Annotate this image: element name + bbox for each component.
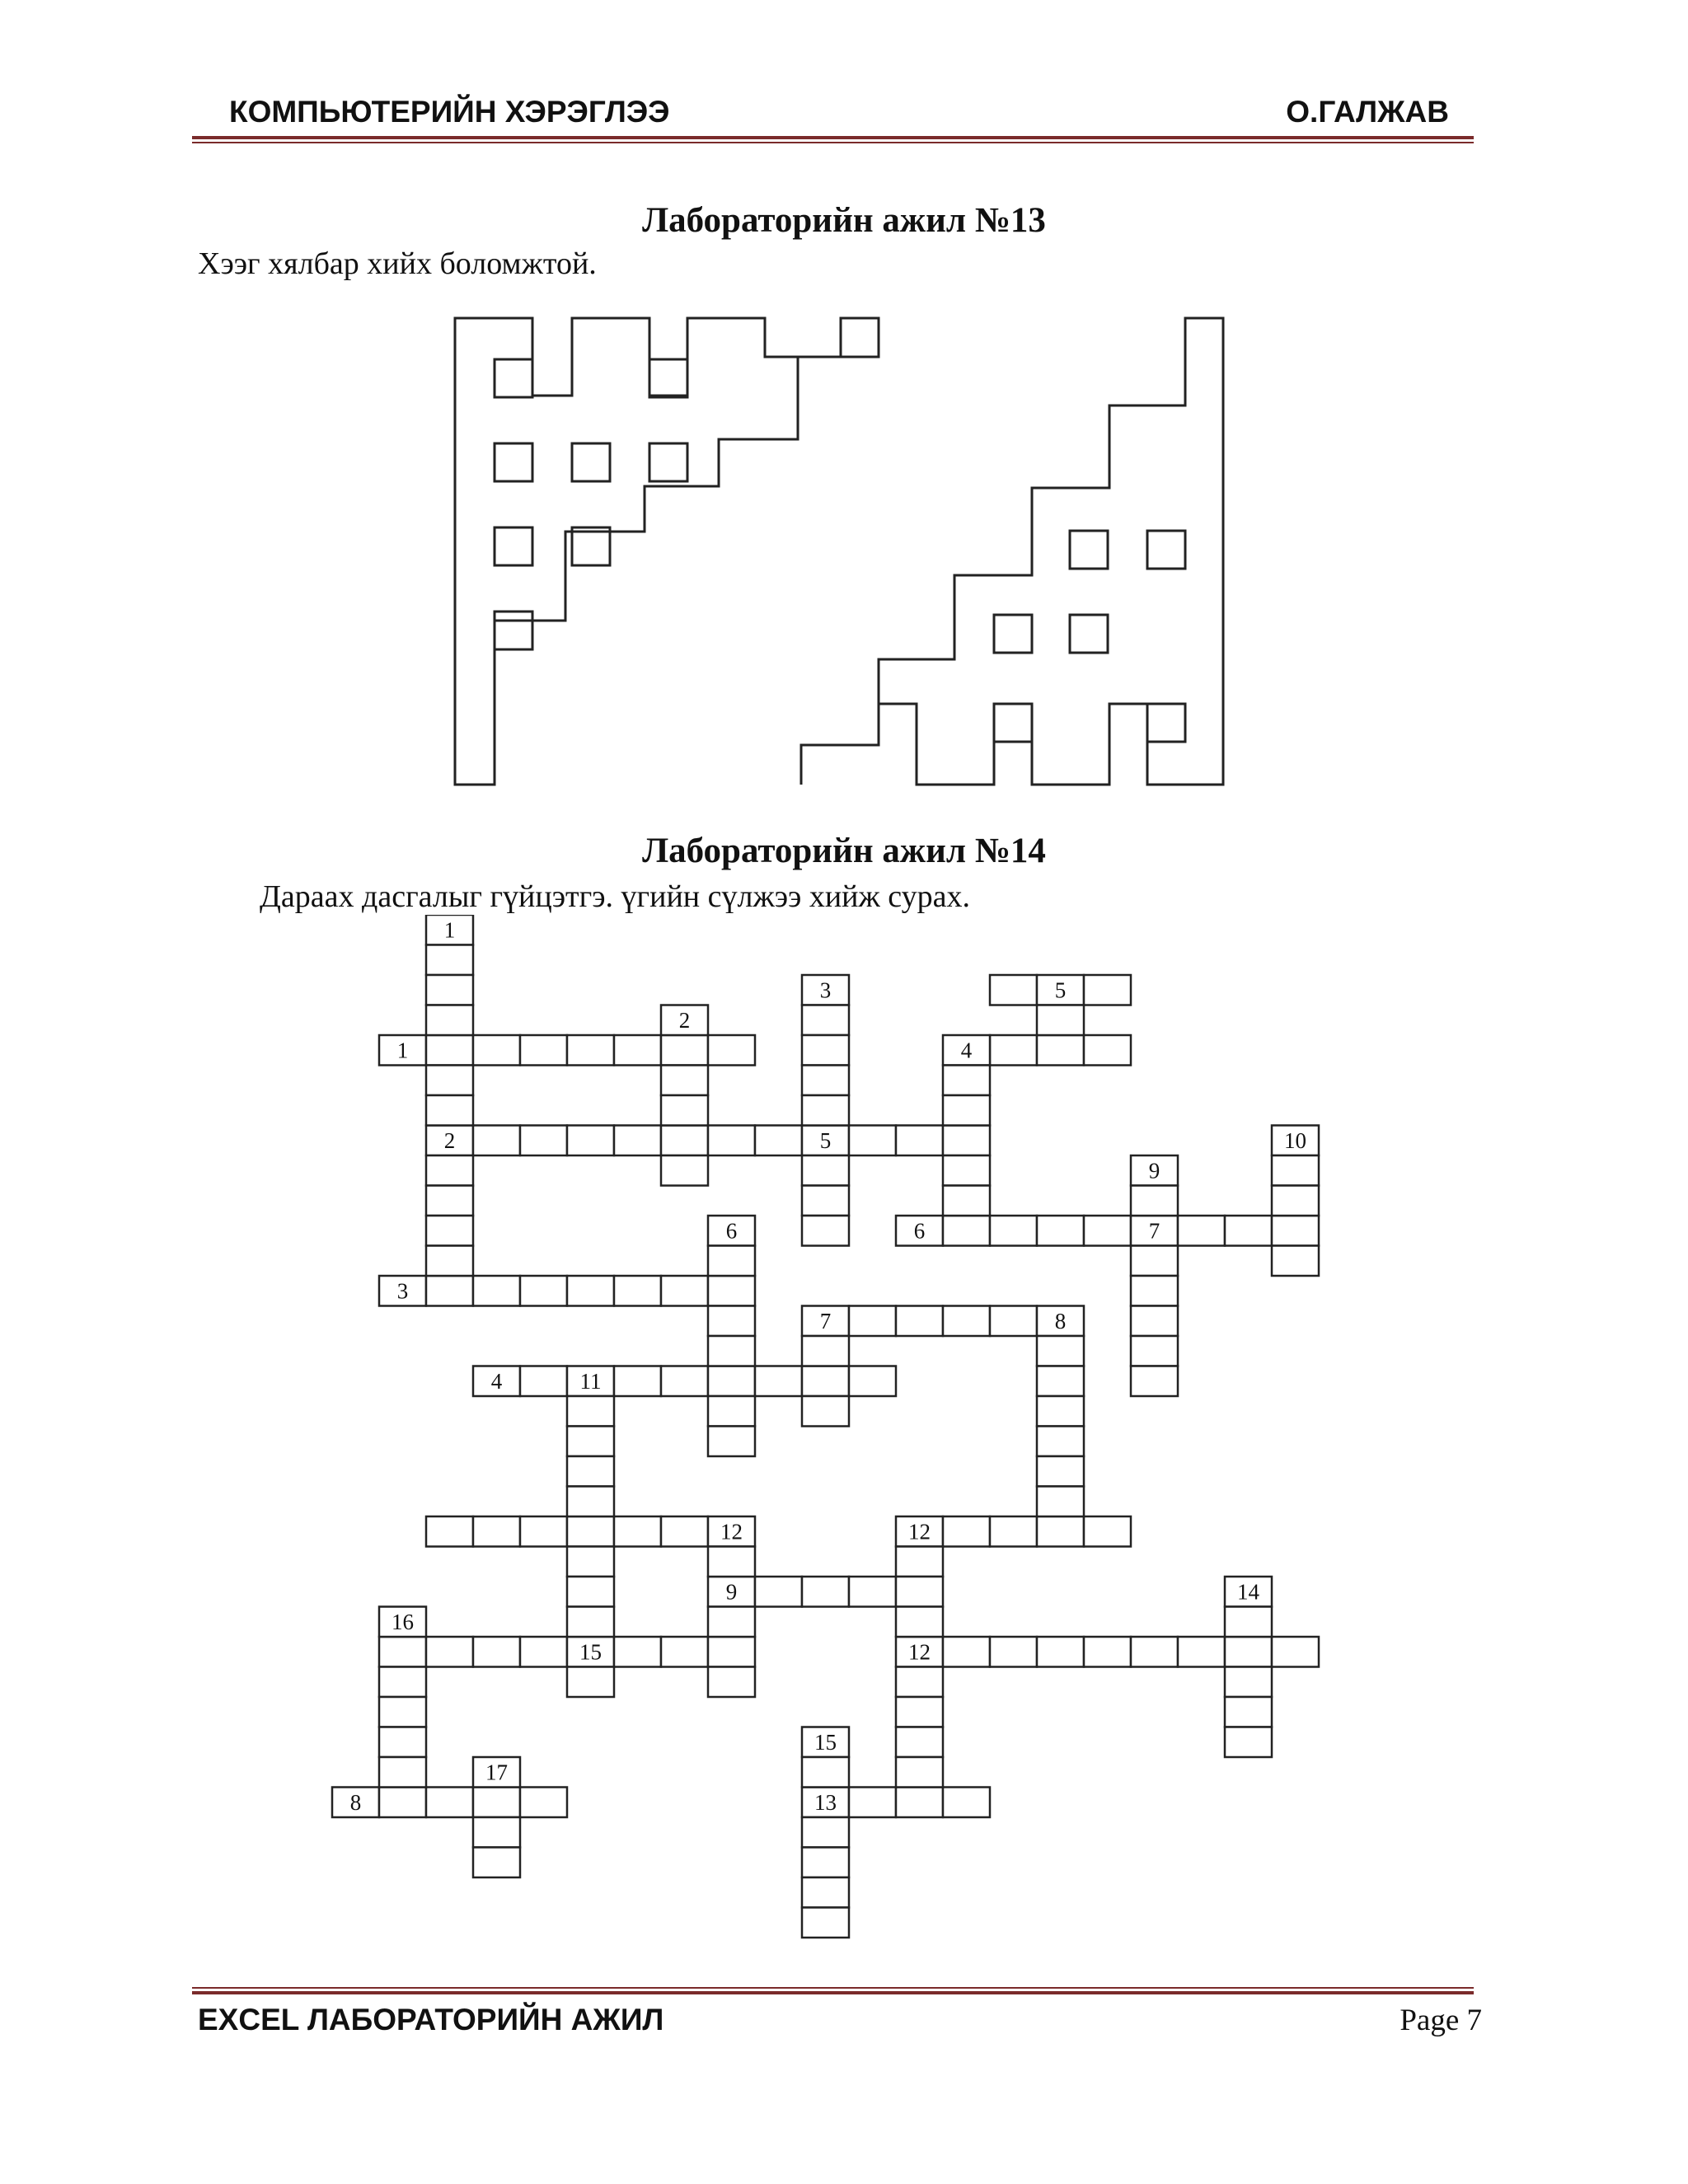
lab14-title: Лабораторийн ажил №14 (642, 832, 1046, 870)
crossword-cell[interactable] (943, 1637, 990, 1667)
crossword-cell[interactable] (1084, 1216, 1131, 1246)
crossword-clue-number: 5 (1054, 977, 1067, 1003)
crossword-cell[interactable] (661, 1066, 708, 1096)
crossword-cell[interactable] (520, 1637, 567, 1667)
crossword-cell[interactable] (1178, 1637, 1225, 1667)
crossword-clue-number: 8 (1054, 1309, 1067, 1333)
crossword-cell[interactable] (1131, 1366, 1178, 1397)
crossword-clue-number: 7 (819, 1309, 832, 1333)
pattern-figure (0, 305, 1688, 816)
crossword-cell[interactable] (1037, 1396, 1084, 1427)
crossword-cell[interactable] (943, 1126, 990, 1156)
crossword-cell[interactable] (943, 1066, 990, 1096)
crossword-clue-number: 1 (396, 1038, 409, 1063)
pattern-right-square (1147, 531, 1185, 569)
crossword-clue-number: 17 (485, 1760, 508, 1785)
pattern-left-square (649, 443, 687, 481)
crossword-cell[interactable] (426, 975, 473, 1005)
crossword-clue-number: 12 (720, 1519, 743, 1544)
crossword-clue-number: 2 (678, 1008, 691, 1033)
crossword-cell[interactable] (426, 1155, 473, 1186)
crossword-cell[interactable] (1037, 1516, 1084, 1547)
crossword-cell[interactable] (802, 1155, 849, 1186)
crossword-cell[interactable] (802, 1396, 849, 1427)
crossword-cell[interactable] (567, 1547, 614, 1577)
crossword-cell[interactable] (473, 1126, 520, 1156)
crossword-cell[interactable] (802, 1336, 849, 1366)
crossword-cell[interactable] (567, 1667, 614, 1698)
crossword-clue-number: 6 (725, 1218, 738, 1244)
crossword-cell[interactable] (1272, 1216, 1319, 1246)
crossword-cell[interactable] (426, 1788, 473, 1818)
crossword-clue-number: 8 (349, 1790, 362, 1815)
crossword-cell[interactable] (896, 1667, 943, 1698)
crossword-clue-number: 12 (908, 1519, 931, 1544)
crossword-cell[interactable] (943, 1155, 990, 1186)
crossword-cell[interactable] (990, 1035, 1037, 1066)
crossword-cell[interactable] (1225, 1697, 1272, 1727)
header-right-author: О.ГАЛЖАВ (1286, 95, 1449, 129)
crossword-cell[interactable] (567, 1035, 614, 1066)
crossword-cell[interactable] (896, 1577, 943, 1607)
crossword-cell[interactable] (426, 1095, 473, 1126)
crossword-cell[interactable] (943, 1186, 990, 1216)
crossword-cell[interactable] (708, 1366, 755, 1397)
footer-rule-thin (192, 1987, 1474, 1989)
crossword-cell[interactable] (755, 1577, 802, 1607)
crossword-cell[interactable] (708, 1637, 755, 1667)
crossword-cell[interactable] (802, 1216, 849, 1246)
lab13-text: Хээг хялбар хийх боломжтой. (198, 246, 597, 281)
crossword-clue-number: 10 (1284, 1128, 1306, 1153)
crossword-cell[interactable] (896, 1727, 943, 1758)
crossword-cell[interactable] (426, 1246, 473, 1277)
crossword-cell[interactable] (1225, 1637, 1272, 1667)
crossword-cell[interactable] (708, 1126, 755, 1156)
crossword-cell[interactable] (567, 1276, 614, 1306)
crossword-cell[interactable] (379, 1757, 426, 1788)
crossword-cell[interactable] (661, 1095, 708, 1126)
crossword-cell[interactable] (990, 1306, 1037, 1337)
crossword-cell[interactable] (473, 1516, 520, 1547)
crossword-cell[interactable] (943, 1516, 990, 1547)
pattern-right-square (994, 704, 1032, 742)
crossword-cell[interactable] (567, 1396, 614, 1427)
crossword-cell[interactable] (567, 1516, 614, 1547)
crossword-cell[interactable] (802, 1848, 849, 1878)
crossword-clue-number: 13 (814, 1790, 837, 1815)
crossword-cell[interactable] (990, 975, 1037, 1005)
crossword-cell[interactable] (1084, 1516, 1131, 1547)
pattern-right-square (1070, 531, 1108, 569)
crossword-cell[interactable] (1131, 1336, 1178, 1366)
crossword-cell[interactable] (1084, 1035, 1131, 1066)
crossword-clue-number: 4 (960, 1038, 973, 1063)
crossword-cell[interactable] (661, 1276, 708, 1306)
crossword-clue-number: 15 (579, 1639, 602, 1665)
pattern-left-square (649, 359, 687, 397)
crossword-clue-number: 11 (579, 1369, 602, 1394)
crossword-cell[interactable] (520, 1788, 567, 1818)
crossword-clue-number: 3 (819, 977, 832, 1003)
crossword-cell[interactable] (1131, 1276, 1178, 1306)
crossword-cell[interactable] (1037, 1005, 1084, 1036)
crossword-cell[interactable] (426, 1066, 473, 1096)
crossword-cell[interactable] (661, 1035, 708, 1066)
crossword-cell[interactable] (567, 1456, 614, 1487)
crossword-cell[interactable] (1225, 1607, 1272, 1638)
crossword-clue-number: 6 (913, 1218, 926, 1244)
crossword-clue-number: 4 (490, 1369, 503, 1394)
pattern-right-outline (801, 318, 1223, 785)
crossword-cell[interactable] (896, 1126, 943, 1156)
crossword-cell[interactable] (1131, 1306, 1178, 1337)
header-rule (192, 136, 1474, 139)
crossword-clue-number: 3 (396, 1278, 409, 1304)
crossword-cell[interactable] (520, 1276, 567, 1306)
crossword-cell[interactable] (614, 1276, 661, 1306)
lab14-text: Дараах дасгалыг гүйцэтгэ. үгийн сүлжээ хийж сурах. (260, 879, 970, 914)
crossword-cell[interactable] (426, 1516, 473, 1547)
crossword-cell[interactable] (473, 1848, 520, 1878)
pattern-left-square (572, 443, 610, 481)
pattern-left-square (495, 527, 532, 565)
crossword-cell[interactable] (614, 1035, 661, 1066)
crossword-grid (0, 915, 1688, 2011)
crossword-clue-number: 9 (1148, 1158, 1160, 1183)
crossword-cell[interactable] (473, 1788, 520, 1818)
footer-rule (192, 1991, 1474, 1994)
crossword-cell[interactable] (426, 1035, 473, 1066)
crossword-clue-number: 2 (443, 1128, 456, 1153)
crossword-cell[interactable] (943, 1788, 990, 1818)
crossword-cell[interactable] (473, 1276, 520, 1306)
pattern-left-square (495, 359, 532, 397)
crossword-cell[interactable] (755, 1366, 802, 1397)
crossword-cell[interactable] (802, 1095, 849, 1126)
crossword-cell[interactable] (708, 1035, 755, 1066)
crossword-clue-number: 12 (908, 1639, 931, 1665)
crossword-cell[interactable] (708, 1667, 755, 1698)
pattern-left-square (572, 527, 610, 565)
crossword-cell[interactable] (708, 1246, 755, 1277)
crossword-cell[interactable] (661, 1126, 708, 1156)
crossword-cell[interactable] (802, 1066, 849, 1096)
crossword-cell[interactable] (567, 1607, 614, 1638)
crossword-clue-number: 16 (392, 1610, 414, 1634)
crossword-cell[interactable] (708, 1276, 755, 1306)
crossword-cell[interactable] (802, 1908, 849, 1938)
crossword-cell[interactable] (379, 1727, 426, 1758)
pattern-left-square (495, 612, 532, 649)
crossword-cell[interactable] (849, 1366, 896, 1397)
crossword-cell[interactable] (1084, 1637, 1131, 1667)
crossword-cell[interactable] (990, 1516, 1037, 1547)
crossword-clue-number: 9 (725, 1579, 738, 1605)
crossword-cell[interactable] (1225, 1216, 1272, 1246)
crossword-cell[interactable] (520, 1516, 567, 1547)
crossword-cell[interactable] (1272, 1637, 1319, 1667)
crossword-cell[interactable] (473, 1817, 520, 1848)
crossword-cell[interactable] (661, 1516, 708, 1547)
crossword-cell[interactable] (1037, 1336, 1084, 1366)
crossword-cell[interactable] (1084, 975, 1131, 1005)
pattern-right-square (1147, 704, 1185, 742)
crossword-cell[interactable] (520, 1035, 567, 1066)
crossword-cell[interactable] (990, 1637, 1037, 1667)
lab13-title: Лабораторийн ажил №13 (642, 201, 1046, 240)
crossword-cell[interactable] (708, 1336, 755, 1366)
crossword-cell[interactable] (849, 1788, 896, 1818)
crossword-cell[interactable] (1037, 1487, 1084, 1517)
crossword-cell[interactable] (896, 1697, 943, 1727)
crossword-cell[interactable] (614, 1126, 661, 1156)
crossword-cell[interactable] (567, 1126, 614, 1156)
crossword-cell[interactable] (1225, 1667, 1272, 1698)
crossword-cell[interactable] (1272, 1246, 1319, 1277)
crossword-cell[interactable] (802, 1577, 849, 1607)
crossword-cell[interactable] (802, 1005, 849, 1036)
crossword-cell[interactable] (849, 1306, 896, 1337)
crossword-cell[interactable] (849, 1577, 896, 1607)
crossword-cell[interactable] (943, 1306, 990, 1337)
crossword-cell[interactable] (1131, 1186, 1178, 1216)
footer-left-title: EXCEL ЛАБОРАТОРИЙН АЖИЛ (198, 2003, 664, 2036)
crossword-cell[interactable] (802, 1035, 849, 1066)
crossword-cell[interactable] (896, 1788, 943, 1818)
crossword-cell[interactable] (379, 1697, 426, 1727)
crossword-cell[interactable] (1037, 1456, 1084, 1487)
crossword-cell[interactable] (661, 1366, 708, 1397)
crossword-cell[interactable] (426, 1005, 473, 1036)
header-left-title: КОМПЬЮТЕРИЙН ХЭРЭГЛЭЭ (229, 95, 670, 129)
crossword-cell[interactable] (708, 1547, 755, 1577)
crossword-cell[interactable] (379, 1637, 426, 1667)
crossword-cell[interactable] (520, 1126, 567, 1156)
crossword-cell[interactable] (943, 1095, 990, 1126)
crossword-cell[interactable] (802, 1757, 849, 1788)
crossword-cell[interactable] (849, 1126, 896, 1156)
crossword-cell[interactable] (1178, 1216, 1225, 1246)
crossword-cell[interactable] (614, 1637, 661, 1667)
crossword-cell[interactable] (1037, 1035, 1084, 1066)
crossword-cell[interactable] (567, 1427, 614, 1457)
crossword-cell[interactable] (426, 1186, 473, 1216)
crossword-cell[interactable] (473, 1637, 520, 1667)
crossword-cell[interactable] (567, 1577, 614, 1607)
crossword-cell[interactable] (426, 945, 473, 976)
crossword-cell[interactable] (473, 1035, 520, 1066)
crossword-cell[interactable] (1272, 1155, 1319, 1186)
crossword-clue-number: 15 (814, 1730, 837, 1755)
crossword-cell[interactable] (755, 1126, 802, 1156)
crossword-cell[interactable] (708, 1427, 755, 1457)
crossword-cell[interactable] (1037, 1637, 1084, 1667)
crossword-cell[interactable] (1131, 1246, 1178, 1277)
crossword-cell[interactable] (614, 1516, 661, 1547)
pattern-right-square (1070, 615, 1108, 653)
crossword-cell[interactable] (1037, 1427, 1084, 1457)
crossword-cell[interactable] (708, 1607, 755, 1638)
crossword-cell[interactable] (379, 1788, 426, 1818)
header-rule-thin (192, 142, 1474, 143)
crossword-cell[interactable] (379, 1667, 426, 1698)
page-number: Page 7 (1400, 2004, 1482, 2037)
crossword-cell[interactable] (1272, 1186, 1319, 1216)
crossword-cell[interactable] (896, 1306, 943, 1337)
crossword-clue-number: 14 (1237, 1579, 1259, 1605)
crossword-cell[interactable] (802, 1877, 849, 1908)
crossword-cell[interactable] (896, 1607, 943, 1638)
crossword-cell[interactable] (990, 1216, 1037, 1246)
crossword-clue-number: 7 (1148, 1218, 1160, 1244)
crossword-cell[interactable] (708, 1306, 755, 1337)
crossword-cell[interactable] (661, 1637, 708, 1667)
pattern-left-square (495, 443, 532, 481)
crossword-cell[interactable] (1131, 1637, 1178, 1667)
pattern-left-outline (455, 318, 879, 785)
crossword-cell[interactable] (567, 1487, 614, 1517)
crossword-cell[interactable] (708, 1396, 755, 1427)
crossword-cell[interactable] (1037, 1366, 1084, 1397)
crossword-cell[interactable] (943, 1216, 990, 1246)
crossword-cell[interactable] (661, 1155, 708, 1186)
crossword-cell[interactable] (802, 1366, 849, 1397)
crossword-cell[interactable] (520, 1366, 567, 1397)
crossword-clue-number: 5 (819, 1128, 832, 1153)
crossword-cell[interactable] (614, 1366, 661, 1397)
crossword-cell[interactable] (426, 1637, 473, 1667)
crossword-cell[interactable] (1037, 1216, 1084, 1246)
crossword-cell[interactable] (802, 1817, 849, 1848)
crossword-cell[interactable] (896, 1547, 943, 1577)
crossword-clue-number: 1 (443, 917, 456, 943)
crossword-cell[interactable] (426, 1216, 473, 1246)
pattern-right-square (994, 615, 1032, 653)
crossword-cell[interactable] (802, 1186, 849, 1216)
crossword-cell[interactable] (896, 1757, 943, 1788)
crossword-cell[interactable] (1225, 1727, 1272, 1758)
crossword-cell[interactable] (426, 1276, 473, 1306)
